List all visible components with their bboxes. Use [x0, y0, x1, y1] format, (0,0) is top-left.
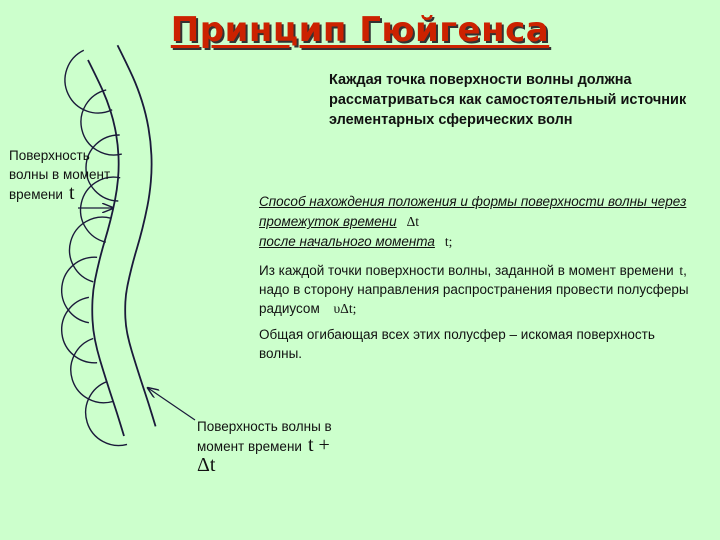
label-wavefront-t-symbol: t [68, 182, 75, 204]
method-symbol-dt: Δt [406, 214, 420, 229]
label-wavefront-t [9, 146, 119, 204]
page-title: Принцип Гюйгенса [170, 10, 550, 50]
wavelet-semicircle [86, 382, 127, 446]
pointer-arrow-t-dt [148, 388, 195, 420]
method-heading [259, 192, 699, 252]
wavelet-semicircle [70, 217, 111, 282]
instruction-part1: Из каждой точки поверхности волны, заданной в момент времени [259, 263, 674, 278]
method-symbol-t: t; [444, 234, 453, 249]
principle-statement: Каждая точка поверхности волны должна рассматриваться как самостоятельный источник элементарных сферических волн [329, 72, 687, 128]
label-wavefront-t-dt-text: Поверхность волны в момент времени [197, 419, 332, 454]
label-wavefront-t-dt-symbol: t + Δt [197, 434, 330, 476]
label-wavefront-t-text: Поверхность волны в момент времени [9, 148, 111, 202]
instruction-radius-symbol: υΔt; [333, 301, 357, 316]
wavefront-t-plus-dt [118, 45, 156, 426]
wavelet-semicircle [65, 50, 112, 113]
wavefront-t [88, 60, 124, 436]
method-text2: после начального момента [259, 234, 435, 249]
envelope-paragraph: Общая огибающая всех этих полусфер – искомая поверхность волны. [259, 327, 655, 361]
instruction-t-symbol: t [679, 263, 684, 278]
elementary-wavelets [62, 50, 127, 445]
instruction-paragraph [259, 261, 699, 318]
label-wavefront-t-dt [197, 417, 347, 476]
instruction-part2: , надо в сторону направления распространения провести полусферы радиусом [259, 263, 689, 316]
method-text: Способ нахождения положения и формы поверхности волны через промежуток времени [259, 194, 687, 229]
